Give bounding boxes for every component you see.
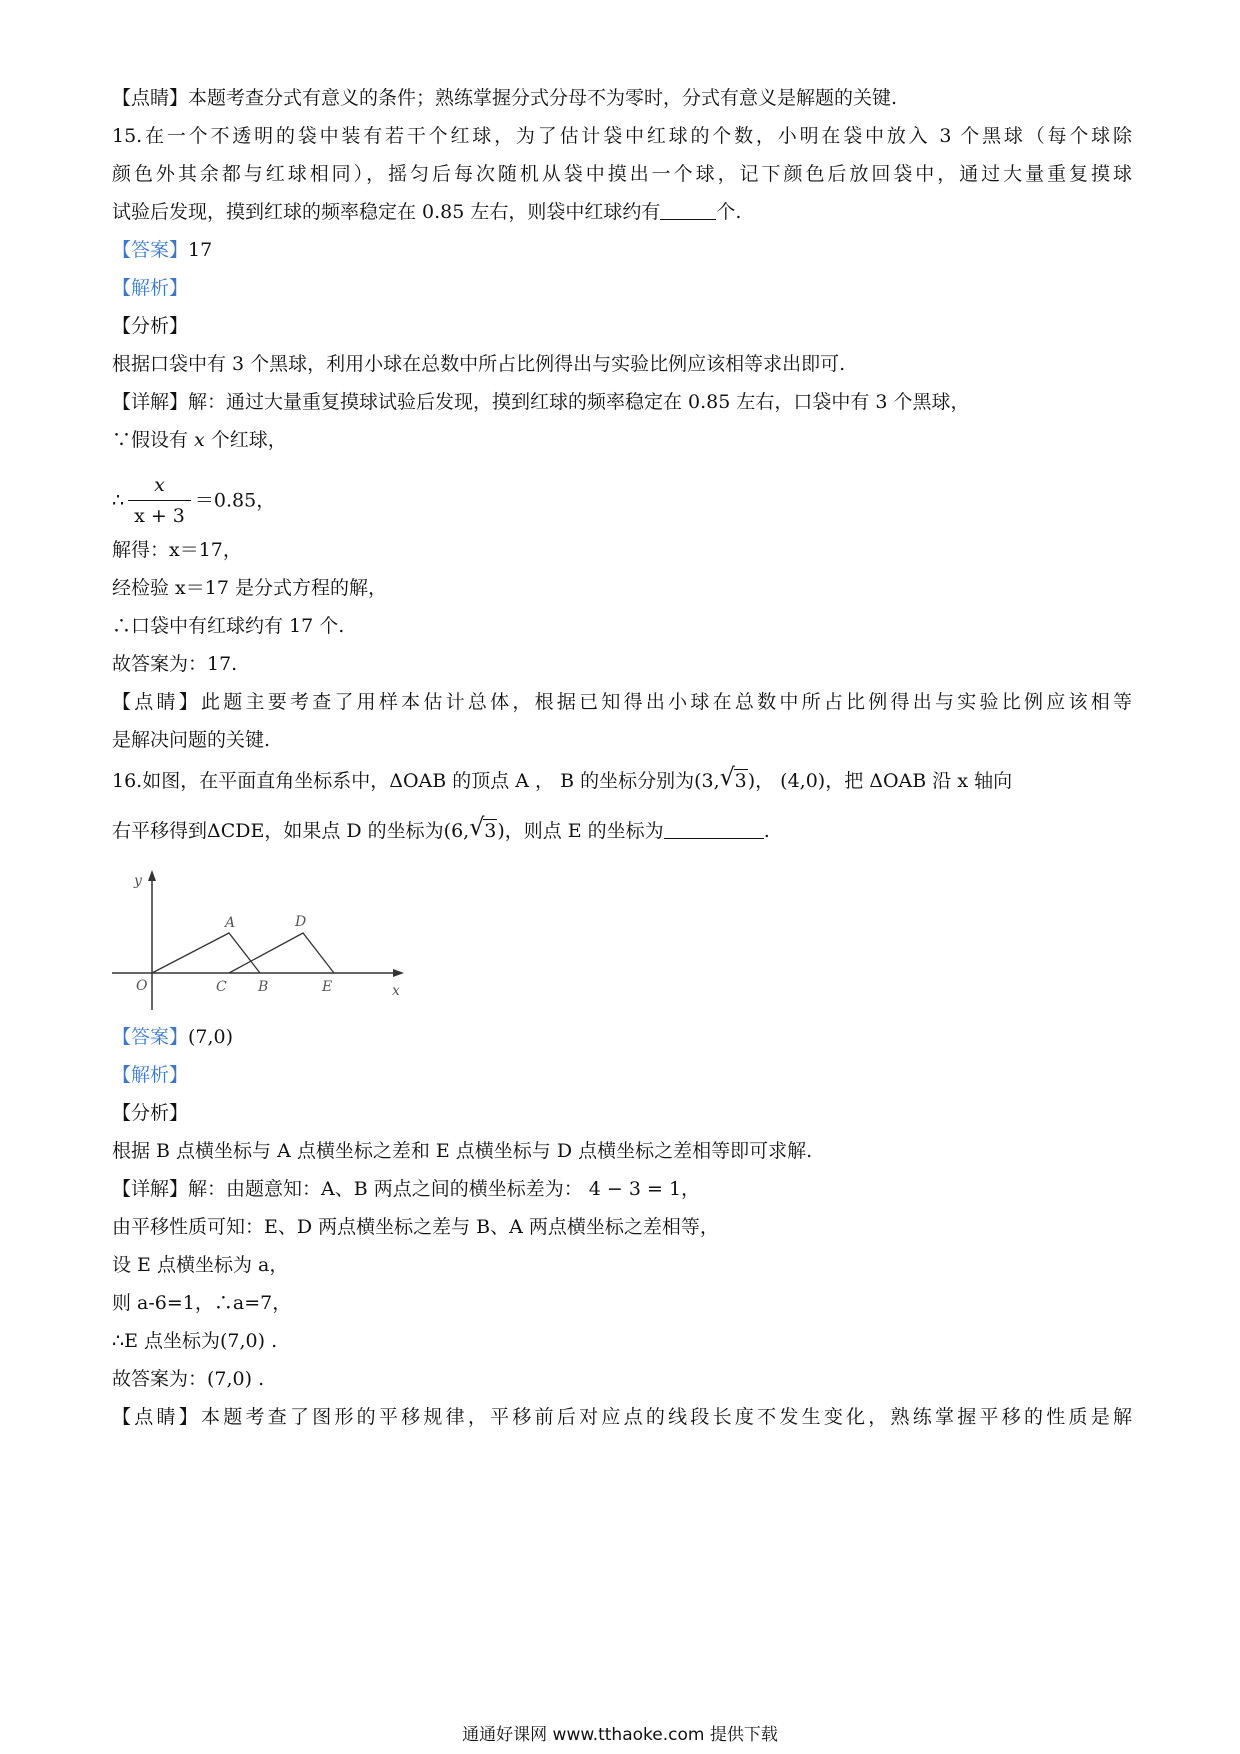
q16-comment: 【点睛】本题考查了图形的平移规律，平移前后对应点的线段长度不发生变化，熟练掌握平移的性质是解 [112, 1406, 1132, 1428]
triangle-oab [152, 933, 260, 973]
q16-stem-line1: 16.如图，在平面直角坐标系中，ΔOAB 的顶点 A ， B 的坐标分别为(3, √ 3)， (4,0)，把 ΔOAB 沿 x 轴向 [112, 763, 1013, 792]
q16-answer-blank [664, 820, 764, 839]
coordinate-figure [112, 865, 412, 1015]
q15-stem-line1: 15.在一个不透明的袋中装有若干个红球，为了估计袋中红球的个数，小明在袋中放入 3 个黑球（每个球除 [112, 125, 1132, 147]
q15-comment-line1: 【点睛】此题主要考查了用样本估计总体，根据已知得出小球在总数中所占比例得出与实验比例应该相等 [112, 691, 1132, 713]
q15-answer: 【答案】17 [112, 239, 213, 261]
x-axis-arrow [393, 969, 404, 977]
q15-fenxi-tag: 【分析】 [112, 315, 189, 337]
label-c: C [216, 979, 227, 995]
y-axis-arrow [148, 870, 156, 881]
q16-answer: 【答案】(7,0) [112, 1026, 234, 1048]
q15-answer-blank [660, 201, 716, 220]
q15-stem-line3: 试验后发现，摸到红球的频率稳定在 0.85 左右，则袋中红球约有 个. [112, 201, 742, 223]
label-b: B [258, 979, 269, 995]
q15-equation: ∴ $\frac{x}{x + 3}$ ＝0.85， [112, 470, 275, 531]
q16-detail-line5: ∴E 点坐标为(7,0) . [112, 1330, 278, 1352]
page-footer: 通通好课网 www.tthaoke.com 提供下载 [462, 1725, 778, 1745]
q16-fenxi-tag: 【分析】 [112, 1102, 189, 1124]
q15-conclusion: ∴口袋中有红球约有 17 个. [112, 615, 345, 637]
fraction: $\frac{x}{x + 3}$ [128, 470, 191, 531]
label-d: D [295, 914, 307, 930]
label-e: E [322, 979, 333, 995]
q15-check: 经检验 x＝17 是分式方程的解， [112, 577, 387, 599]
label-x: x [392, 983, 400, 999]
q14-comment: 【点睛】本题考查分式有意义的条件；熟练掌握分式分母不为零时，分式有意义是解题的关键. [112, 87, 898, 109]
label-a: A [225, 915, 236, 931]
label-o: O [136, 978, 148, 994]
q15-fenxi-text: 根据口袋中有 3 个黑球，利用小球在总数中所占比例得出与实验比例应该相等求出即可. [112, 353, 846, 375]
q15-analysis-tag: 【解析】 [112, 277, 189, 299]
q16-stem-line2: 右平移得到ΔCDE，如果点 D 的坐标为(6, √ 3)，则点 E 的坐标为 . [112, 813, 770, 842]
q16-detail-line4: 则 a-6=1，∴a=7， [112, 1292, 292, 1314]
q16-final-answer: 故答案为：(7,0) . [112, 1368, 265, 1390]
q15-solve: 解得：x＝17， [112, 539, 242, 561]
q15-detail-line1: 【详解】解：通过大量重复摸球试验后发现，摸到红球的频率稳定在 0.85 左右，口袋中有 3 个黑球， [112, 391, 970, 413]
q16-fenxi-text: 根据 B 点横坐标与 A 点横坐标之差和 E 点横坐标与 D 点横坐标之差相等即可求解. [112, 1140, 813, 1162]
sqrt-3: √ 3 [469, 813, 497, 842]
q16-detail-line3: 设 E 点横坐标为 a， [112, 1254, 289, 1276]
label-y: y [134, 873, 142, 889]
q15-comment-line2: 是解决问题的关键. [112, 729, 271, 751]
q16-detail-line1: 【详解】解：由题意知：A、B 两点之间的横坐标差为： 4 − 3 = 1， [112, 1178, 701, 1200]
q16-analysis-tag: 【解析】 [112, 1064, 189, 1086]
sqrt-3: √ 3 [719, 763, 747, 792]
q15-final-answer: 故答案为：17. [112, 653, 238, 675]
q15-stem-line2: 颜色外其余都与红球相同），摇匀后每次随机从袋中摸出一个球，记下颜色后放回袋中，通过大量重复摸球 [112, 163, 1132, 185]
q15-assume: ∵假设有 x 个红球， [112, 429, 287, 451]
q16-detail-line2: 由平移性质可知：E、D 两点横坐标之差与 B、A 两点横坐标之差相等， [112, 1216, 719, 1238]
